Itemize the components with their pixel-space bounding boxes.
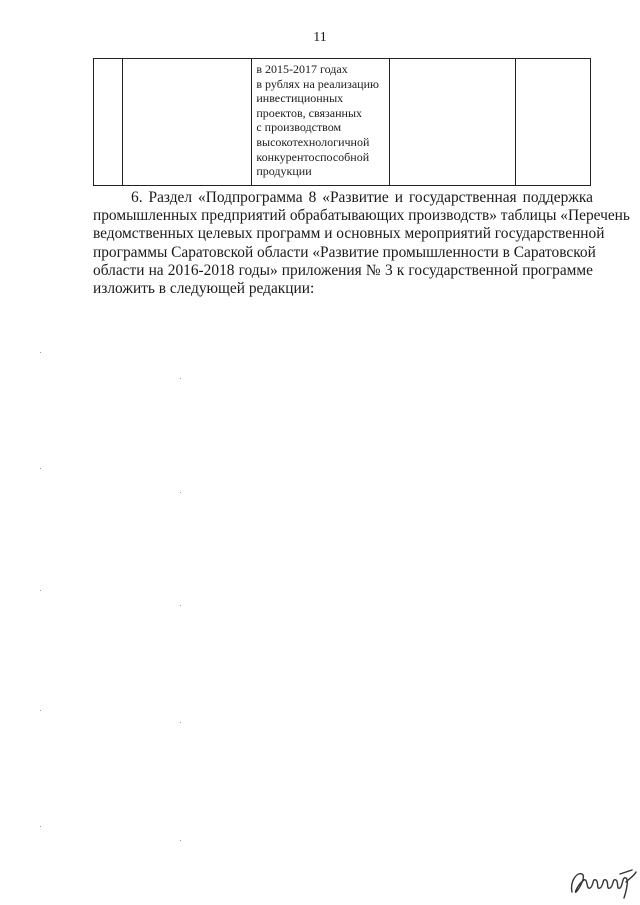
table-cell-extra — [516, 59, 590, 185]
scan-speck — [40, 826, 41, 827]
table-cell-value — [390, 59, 516, 185]
table-cell-line: инвестиционных — [256, 91, 344, 106]
handwritten-signature — [566, 856, 640, 902]
scan-speck — [180, 492, 181, 493]
page-number: 11 — [313, 30, 327, 45]
scan-speck — [40, 352, 41, 353]
table-cell-line: с производством — [256, 120, 342, 135]
paragraph-line: области на 2016-2018 годы» приложения № 3 к государственной программе — [93, 261, 593, 279]
table-cell-line: в 2015-2017 годах — [256, 62, 348, 76]
paragraph-line: изложить в следующей редакции: — [93, 280, 315, 298]
paragraph-line: ведомственных целевых программ и основных мероприятий государственной — [93, 225, 605, 243]
table-cell-indicator — [252, 59, 389, 185]
scan-speck — [180, 605, 181, 606]
table-fragment — [93, 58, 591, 186]
table-cell-line: продукции — [256, 164, 312, 179]
table-cell-number — [94, 59, 123, 185]
table-cell-line: конкурентоспособной — [256, 149, 370, 164]
paragraph-line: промышленных предприятий обрабатывающих производств» таблицы «Перечень — [93, 207, 630, 225]
scan-speck — [40, 710, 41, 711]
table-cell-line: проектов, связанных — [256, 105, 363, 120]
scan-speck — [180, 840, 181, 841]
scan-speck — [180, 722, 181, 723]
scan-speck — [40, 590, 41, 591]
paragraph-line: 6. Раздел «Подпрограмма 8 «Развитие и государственная поддержка — [131, 189, 593, 206]
scan-speck — [40, 468, 41, 469]
amendment-paragraph — [93, 189, 630, 298]
table-cell-line: высокотехнологичной — [256, 134, 370, 149]
scan-speck — [180, 378, 181, 379]
paragraph-line: программы Саратовской области «Развитие промышленности в Саратовской — [93, 243, 596, 261]
table-cell-line: в рублях на реализацию — [256, 76, 379, 91]
table-cell-name — [123, 59, 252, 185]
